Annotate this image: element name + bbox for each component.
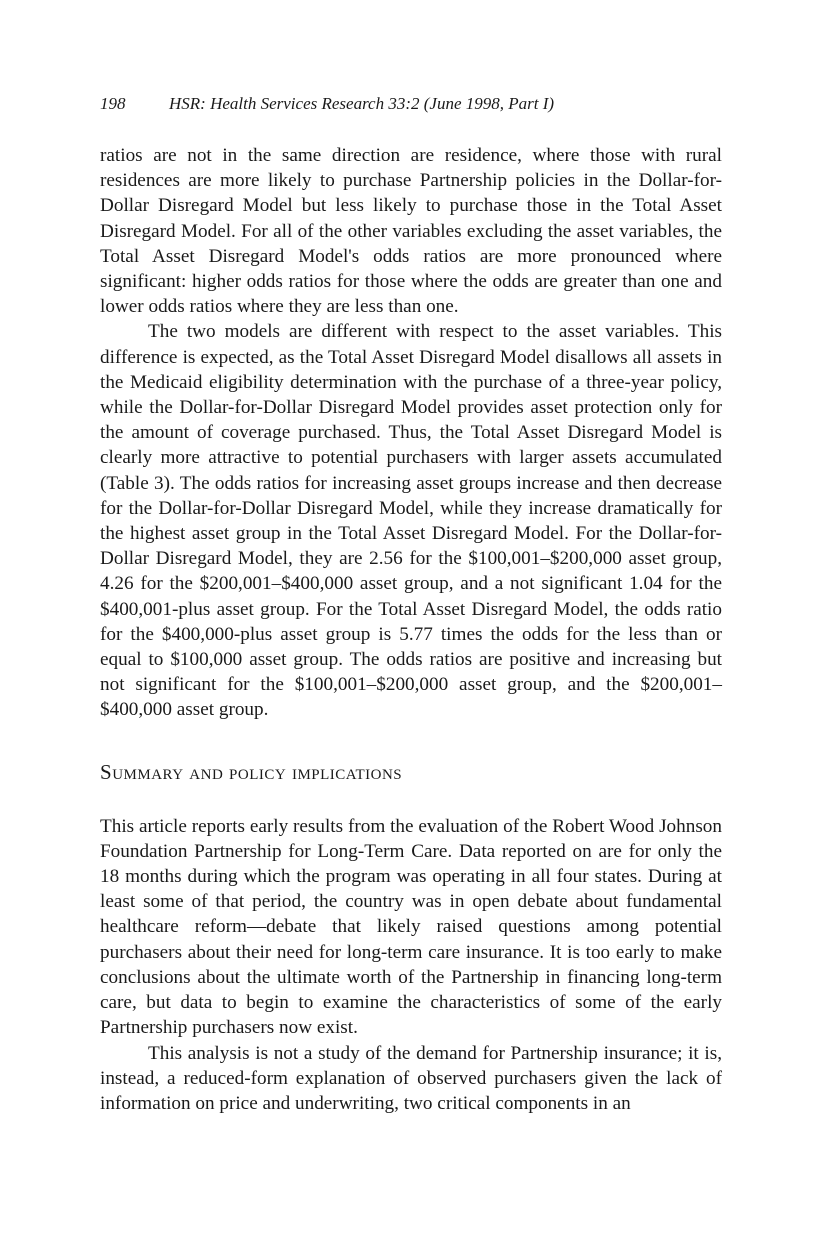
paragraph-continued-odds-ratios: ratios are not in the same direction are residence, where those with rural residences are more likely to purchase Partnership policies in the Dollar-for-Dollar Disregard Model but less likely to purchase those in the Total Asset Disregard Model. For all of the other variables excluding the asset variables, the Total Asset Disregard Model's odds ratios are more pronounced where significant: higher odds ratios for those where the odds are greater than one and lower odds ratios where they are less than one. [100, 145, 722, 318]
paragraph-asset-variables: The two models are different with respect to the asset variables. This difference is expected, as the Total Asset Disregard Model disallows all assets in the Medicaid eligibility determination with the purchase of a three-year policy, while the Dollar-for-Dollar Disregard Model provides asset protection only for the amount of coverage purchased. Thus, the Total Asset Disregard Model is clearly more attractive to potential purchasers with larger assets accumulated (Table 3). The odds ratios for increasing asset groups increase and then decrease for the Dollar-for-Dollar Disregard Model, while they increase dramatically for the highest asset group in the Total Asset Disregard Model. For the Dollar-for-Dollar Disregard Model, they are 2.56 for the $100,001–$200,000 asset group, 4.26 for the $200,001–$400,000 asset group, and a not significant 1.04 for the $400,001-plus asset group. For the Total Asset Disregard Model, the odds ratio for the $400,000-plus asset group is 5.77 times the odds for the less than or equal to $100,000 asset group. The odds ratios are positive and increasing but not significant for the $100,001–$200,000 asset group, and the $200,001–$400,000 asset group. [100, 321, 722, 721]
journal-page [100, 92, 722, 1116]
running-head [100, 92, 722, 116]
journal-citation: HSR: Health Services Research 33:2 (June 1998, Part I) [169, 94, 555, 113]
section-heading-summary: Summary and policy implications [100, 759, 403, 784]
paragraph-summary-intro: This article reports early results from the evaluation of the Robert Wood Johnson Foundation Partnership for Long-Term Care. Data reported on are for only the 18 months during which the program was operating in all four states. During at least some of that period, the country was in open debate about fundamental healthcare reform—debate that likely raised questions among potential purchasers about their need for long-term care insurance. It is too early to make conclusions about the ultimate worth of the Partnership in financing long-term care, but data to begin to examine the characteristics of some of the early Partnership purchasers now exist. [100, 815, 722, 1039]
paragraph-analysis-scope: This analysis is not a study of the demand for Partnership insurance; it is, instead, a reduced-form explanation of observed purchasers given the lack of information on price and underwriting, two critical components in an [100, 1042, 722, 1114]
page-number: 198 [100, 94, 126, 113]
